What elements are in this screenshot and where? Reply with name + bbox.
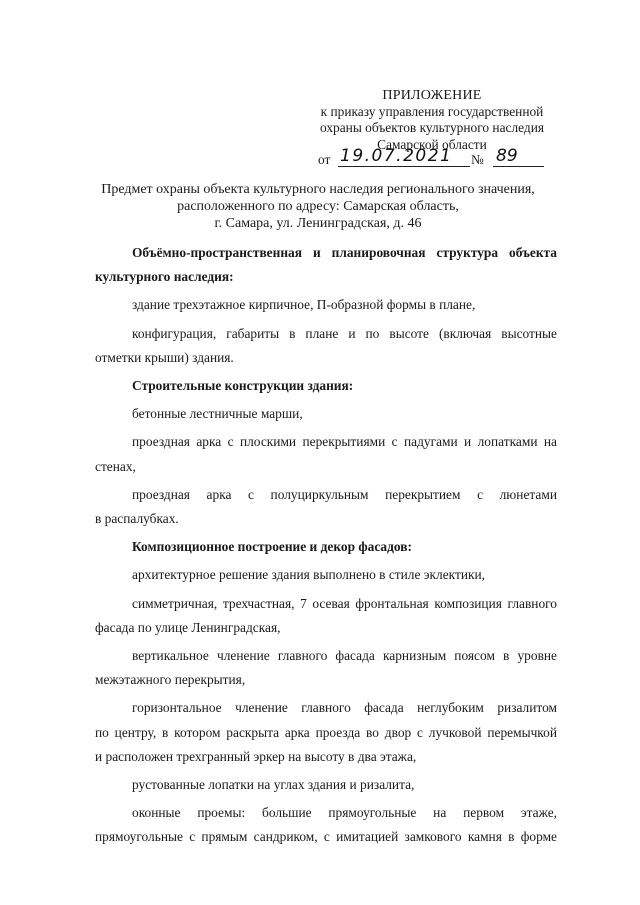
document-body	[95, 241, 557, 850]
paragraph-line: фасада по улице Ленинградская,	[95, 619, 281, 635]
paragraph: рустованные лопатки на углах здания и ризалита,	[132, 777, 415, 793]
paragraph-line: оконные проемы: большие прямоугольные на первом этаже,	[132, 805, 557, 821]
appendix-header	[312, 88, 552, 153]
section-heading-structure-line-2: культурного наследия:	[95, 269, 234, 285]
paragraph: бетонные лестничные марши,	[132, 406, 303, 422]
document-subject	[90, 181, 546, 232]
paragraph-line: проездная арка с плоскими перекрытиями с падугами и лопатками на	[132, 434, 557, 450]
order-number: 89	[493, 146, 544, 167]
paragraph: здание трехэтажное кирпичное, П-образной формы в плане,	[132, 297, 476, 313]
paragraph: архитектурное решение здания выполнено в стиле эклектики,	[132, 567, 486, 583]
paragraph-line: проездная арка с полуциркульным перекрытием с люнетами	[132, 486, 557, 502]
paragraph-line: вертикальное членение главного фасада карнизным поясом в уровне	[132, 648, 557, 664]
paragraph-line: симметричная, трехчастная, 7 осевая фронтальная композиция главного	[132, 595, 557, 611]
appendix-line-3: Самарской области	[377, 136, 487, 152]
subject-line-1: Предмет охраны объекта культурного наследия регионального значения,	[101, 182, 535, 197]
subject-line-2: расположенного по адресу: Самарская область,	[177, 199, 459, 214]
section-heading-facades: Композиционное построение и декор фасадов:	[132, 539, 412, 555]
appendix-line-1: к приказу управления государственной	[320, 104, 544, 120]
paragraph-line: горизонтальное членение главного фасада неглубоким ризалитом	[132, 700, 557, 716]
order-from-label: от	[318, 152, 331, 167]
order-date: 19.07.2021	[338, 146, 470, 167]
paragraph-line: конфигурация, габариты в плане и по высоте (включая высотные	[132, 325, 557, 341]
section-heading-constructions: Строительные конструкции здания:	[132, 378, 354, 394]
section-heading-structure-line-1: Объёмно-пространственная и планировочная структура объекта	[132, 245, 557, 260]
paragraph-line: стенах,	[95, 458, 136, 474]
order-number-label: №	[471, 152, 484, 167]
order-reference	[318, 146, 548, 170]
paragraph-line: межэтажного перекрытия,	[95, 672, 246, 688]
paragraph-line: прямоугольные с прямым сандриком, с имитацией замкового камня в форме	[95, 829, 557, 845]
paragraph-line: по центру, в котором раскрыта арка проезда во двор с лучковой перемычкой	[95, 724, 557, 740]
appendix-line-2: охраны объектов культурного наследия	[319, 120, 545, 136]
paragraph-line: отметки крыши) здания.	[95, 349, 234, 365]
paragraph-line: и расположен трехгранный эркер на высоту в два этажа,	[95, 748, 417, 764]
subject-line-3: г. Самара, ул. Ленинградская, д. 46	[214, 216, 422, 231]
paragraph-line: в распалубках.	[95, 511, 179, 527]
appendix-title: ПРИЛОЖЕНИЕ	[382, 88, 482, 103]
